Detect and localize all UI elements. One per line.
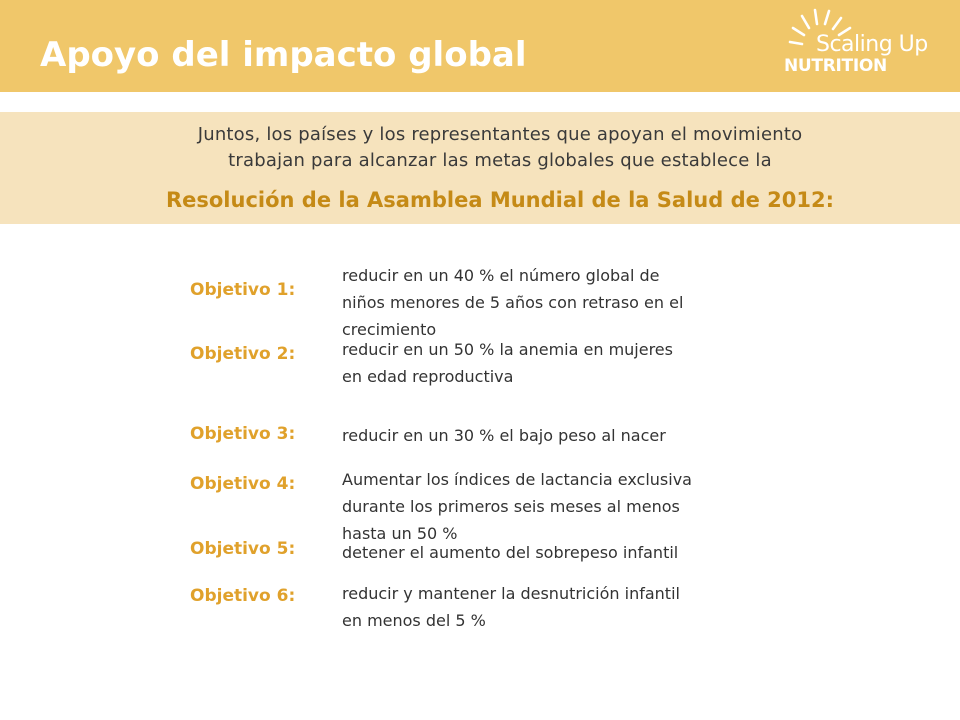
objective-3-line-1: reducir en un 30 % el bajo peso al nacer (342, 426, 666, 445)
objective-2-text (342, 336, 782, 390)
intro-line-1: Juntos, los países y los representantes que apoyan el movimiento (197, 124, 803, 145)
objective-4-line-1: Aumentar los índices de lactancia exclusiva (342, 470, 692, 489)
scaling-up-nutrition-logo (776, 2, 960, 92)
resolution-title: Resolución de la Asamblea Mundial de la Salud de 2012: (165, 188, 835, 212)
objective-1-text (342, 262, 782, 343)
objective-3-label: Objetivo 3: (190, 424, 296, 444)
objective-5-label: Objetivo 5: (190, 539, 296, 559)
objective-1-line-3: crecimiento (342, 320, 437, 339)
objective-2-line-2: en edad reproductiva (342, 367, 514, 386)
objective-4-label: Objetivo 4: (190, 474, 296, 494)
objective-6-label: Objetivo 6: (190, 586, 296, 606)
header-bar (0, 0, 960, 92)
logo-text-nutrition: NUTRITION (784, 56, 887, 76)
objective-4-line-2: durante los primeros seis meses al menos (342, 497, 680, 516)
logo-text-scaling-up: Scaling Up (816, 32, 928, 57)
objective-2-label: Objetivo 2: (190, 344, 296, 364)
objective-1-line-1: reducir en un 40 % el número global de (342, 266, 660, 285)
objective-6-line-1: reducir y mantener la desnutrición infantil (342, 584, 680, 603)
page-title: Apoyo del impacto global (40, 35, 527, 75)
objective-1-label: Objetivo 1: (190, 280, 296, 300)
objective-5-line-1: detener el aumento del sobrepeso infantil (342, 543, 679, 562)
objective-1-line-2: niños menores de 5 años con retraso en el (342, 293, 684, 312)
intro-line-2: trabajan para alcanzar las metas globales que establece la (228, 150, 772, 171)
objective-6-text (342, 580, 782, 634)
objective-5-text (342, 539, 782, 566)
objective-2-line-1: reducir en un 50 % la anemia en mujeres (342, 340, 673, 359)
objective-6-line-2: en menos del 5 % (342, 611, 486, 630)
intro-text (0, 122, 960, 174)
objective-3-text (342, 422, 782, 449)
objective-4-text (342, 466, 782, 547)
objective-4-line-3: hasta un 50 % (342, 524, 458, 543)
